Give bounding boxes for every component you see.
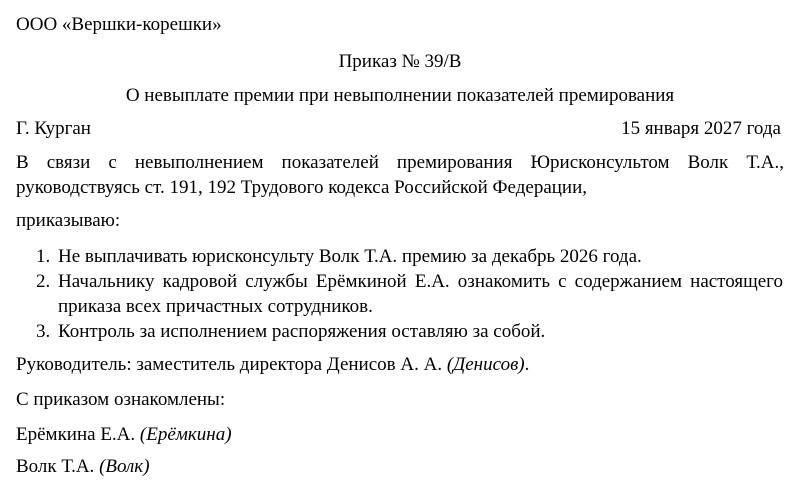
order-item-number: 2. — [36, 271, 51, 292]
order-items-list — [36, 244, 783, 344]
acquainted-row — [16, 456, 150, 478]
head-signature-line — [16, 354, 529, 376]
acquainted-signature: (Ерёмкина) — [139, 424, 232, 445]
acquainted-name: Ерёмкина Е.А. — [16, 424, 140, 445]
acquainted-name: Волк Т.А. — [16, 456, 100, 477]
order-word: приказываю: — [16, 210, 121, 231]
acquainted-signature: (Волк) — [99, 456, 150, 477]
order-title: Приказ № 39/В — [338, 51, 462, 72]
order-item-number: 3. — [36, 321, 51, 342]
head-signature: (Денисов) — [446, 354, 525, 375]
order-item-text: Не выплачивать юрисконсульту Волк Т.А. премию за декабрь 2026 года. — [58, 246, 642, 267]
head-suffix: . — [524, 354, 530, 375]
order-date: 15 января 2027 года — [621, 118, 781, 139]
order-item — [36, 319, 783, 344]
order-city: Г. Курган — [16, 118, 91, 139]
order-item-number: 1. — [36, 246, 51, 267]
order-item — [36, 244, 783, 269]
order-item-text: Начальнику кадровой службы Ерёмкиной Е.А. ознакомить с содержанием настоящего приказа всех причастных сотрудников. — [58, 271, 783, 317]
organization-name: ООО «Вершки-корешки» — [16, 14, 222, 35]
acquainted-row — [16, 424, 232, 446]
order-item-text: Контроль за исполнением распоряжения оставляю за собой. — [58, 321, 546, 342]
head-label: Руководитель: заместитель директора Денисов А. А. — [16, 354, 447, 375]
order-item — [36, 269, 783, 319]
order-subject: О невыплате премии при невыполнении показателей премирования — [125, 85, 675, 106]
acquainted-label: С приказом ознакомлены: — [16, 389, 226, 410]
order-preamble: В связи с невыполнением показателей премирования Юрисконсультом Волк Т.А., руководствуясь ст. 191, 192 Трудового кодекса Российской Федерации, — [16, 152, 784, 198]
